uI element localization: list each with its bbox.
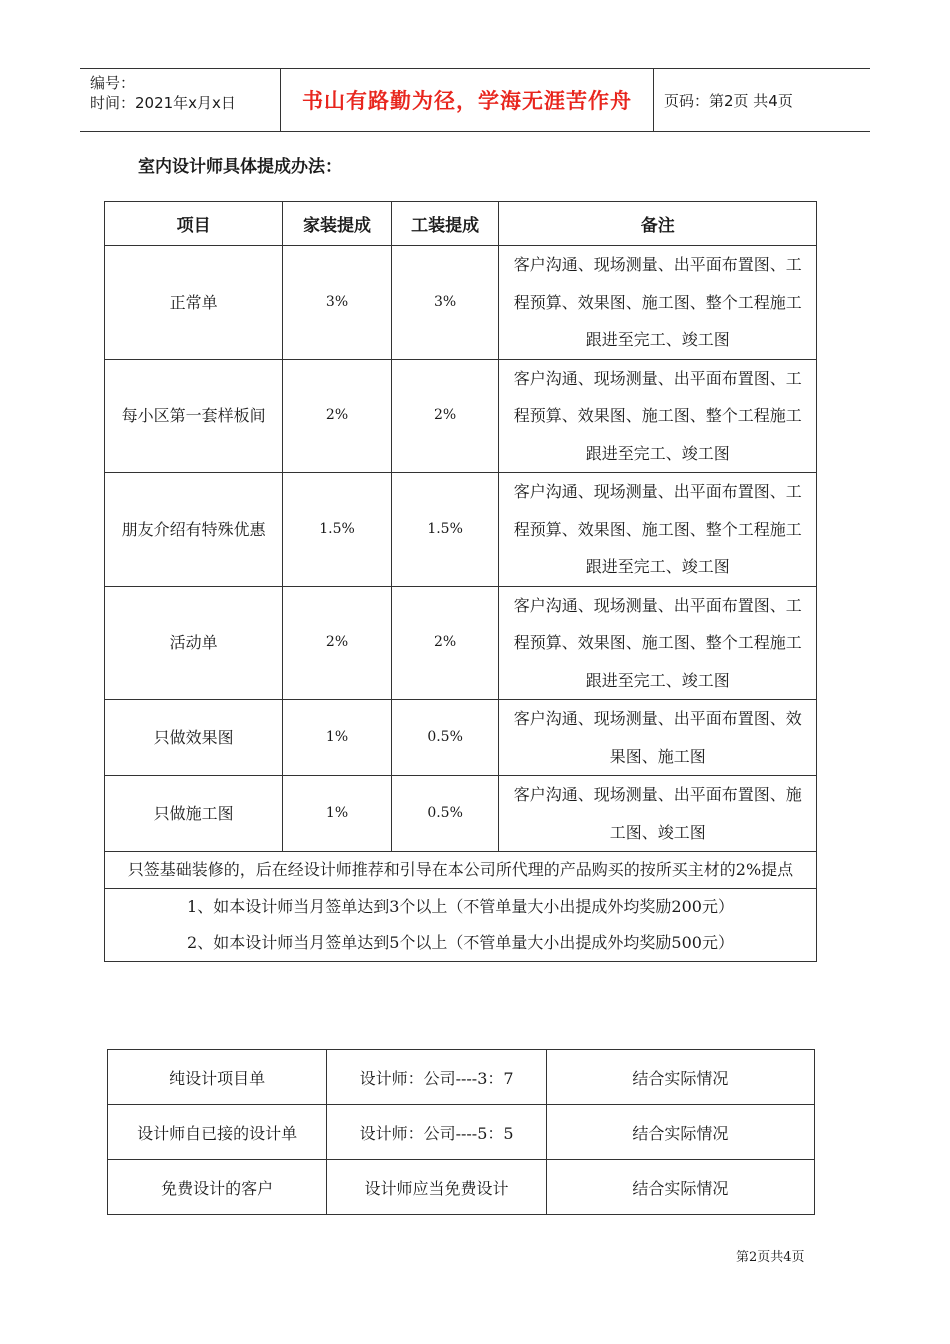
- row-remark: 客户沟通、现场测量、出平面布置图、工程预算、效果图、施工图、整个工程施工跟进至完工、竣工图: [499, 473, 817, 587]
- basic-note: 只签基础装修的，后在经设计师推荐和引导在本公司所代理的产品购买的按所买主材的2%提点: [105, 852, 817, 889]
- design-note: 结合实际情况: [546, 1160, 814, 1215]
- section-title: 室内设计师具体提成办法：: [138, 157, 342, 177]
- header-remark: 备注: [499, 202, 817, 246]
- row-home: 3%: [283, 246, 392, 360]
- row-item: 正常单: [105, 246, 283, 360]
- row-remark: 客户沟通、现场测量、出平面布置图、效果图、施工图: [499, 700, 817, 776]
- design-ratio: 设计师应当免费设计: [327, 1160, 546, 1215]
- row-home: 1%: [283, 776, 392, 852]
- row-home: 1.5%: [283, 473, 392, 587]
- table-row: [105, 776, 817, 852]
- row-remark: 客户沟通、现场测量、出平面布置图、工程预算、效果图、施工图、整个工程施工跟进至完工、竣工图: [499, 359, 817, 473]
- header-motto: 书山有路勤为径，学海无涯苦作舟: [280, 69, 654, 131]
- table-row: [108, 1160, 815, 1215]
- design-type: 设计师自已接的设计单: [108, 1105, 327, 1160]
- row-work: 0.5%: [391, 700, 499, 776]
- row-item: 活动单: [105, 586, 283, 700]
- row-work: 2%: [391, 359, 499, 473]
- table-row: [105, 246, 817, 360]
- commission-table: [104, 201, 817, 962]
- bonus-cell: [105, 889, 817, 962]
- row-item: 每小区第一套样板间: [105, 359, 283, 473]
- row-work: 3%: [391, 246, 499, 360]
- bonus-row: [105, 889, 817, 962]
- design-ratio: 设计师：公司----3：7: [327, 1050, 546, 1105]
- header-work: 工装提成: [391, 202, 499, 246]
- design-ratio: 设计师：公司----5：5: [327, 1105, 546, 1160]
- page-header: [80, 68, 870, 132]
- row-work: 0.5%: [391, 776, 499, 852]
- row-home: 1%: [283, 700, 392, 776]
- design-type: 免费设计的客户: [108, 1160, 327, 1215]
- table-row: [105, 359, 817, 473]
- design-type: 纯设计项目单: [108, 1050, 327, 1105]
- row-item: 只做效果图: [105, 700, 283, 776]
- basic-note-row: [105, 852, 817, 889]
- header-meta: [80, 69, 280, 131]
- bonus-2: 2、如本设计师当月签单达到5个以上（不管单量大小出提成外均奖励500元）: [187, 933, 734, 952]
- row-home: 2%: [283, 586, 392, 700]
- time-label: 时间：2021年x月x日: [90, 94, 236, 112]
- design-split-table: [107, 1049, 815, 1215]
- number-label: 编号：: [90, 74, 136, 92]
- header-home: 家装提成: [283, 202, 392, 246]
- header-page-label: 页码：第2页 共4页: [664, 91, 793, 110]
- row-item: 朋友介绍有特殊优惠: [105, 473, 283, 587]
- row-home: 2%: [283, 359, 392, 473]
- header-item: 项目: [105, 202, 283, 246]
- table-row: [105, 700, 817, 776]
- table-row: [105, 473, 817, 587]
- table-header-row: [105, 202, 817, 246]
- row-remark: 客户沟通、现场测量、出平面布置图、工程预算、效果图、施工图、整个工程施工跟进至完工、竣工图: [499, 586, 817, 700]
- table-row: [108, 1050, 815, 1105]
- row-remark: 客户沟通、现场测量、出平面布置图、工程预算、效果图、施工图、整个工程施工跟进至完工、竣工图: [499, 246, 817, 360]
- bonus-1: 1、如本设计师当月签单达到3个以上（不管单量大小出提成外均奖励200元）: [187, 897, 734, 916]
- table-row: [105, 586, 817, 700]
- footer-page-label: 第2页共4页: [736, 1250, 805, 1265]
- design-note: 结合实际情况: [546, 1105, 814, 1160]
- row-item: 只做施工图: [105, 776, 283, 852]
- row-work: 1.5%: [391, 473, 499, 587]
- row-work: 2%: [391, 586, 499, 700]
- design-note: 结合实际情况: [546, 1050, 814, 1105]
- table-row: [108, 1105, 815, 1160]
- row-remark: 客户沟通、现场测量、出平面布置图、施工图、竣工图: [499, 776, 817, 852]
